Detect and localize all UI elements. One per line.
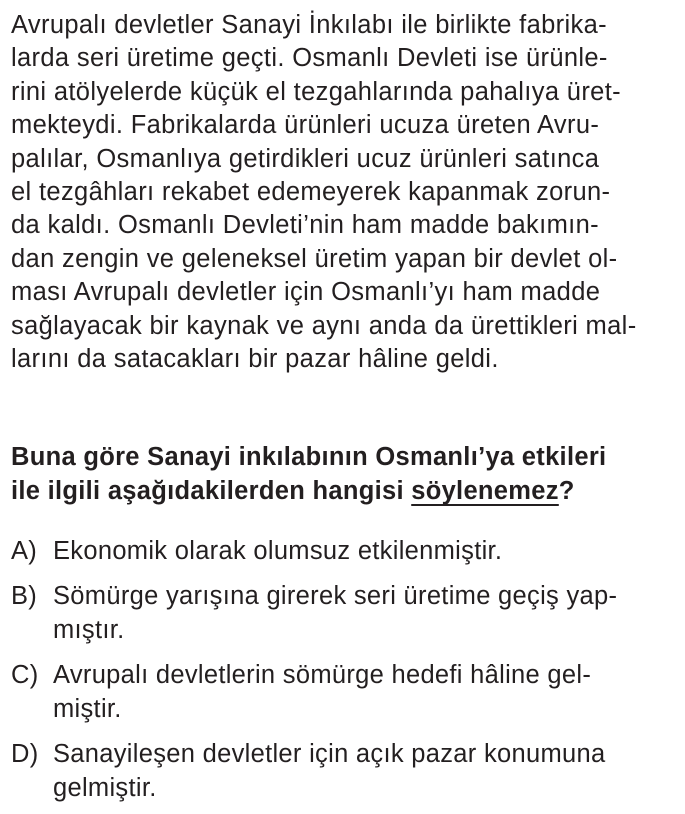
option-text: Sanayileşen devletler için açık pazar konumuna xyxy=(53,740,606,768)
option-text: Sömürge yarışına girerek seri üretime geçiş yap- xyxy=(53,582,618,610)
question-keyword: söylenemez xyxy=(411,477,559,505)
passage-line: el tezgâhları rekabet edemeyerek kapanmak zorun- xyxy=(11,177,611,206)
passage-line: dan zengin ve geleneksel üretim yapan bir devlet ol- xyxy=(11,244,618,273)
option-letter: D) xyxy=(11,740,39,768)
option-text-continued: miştir. xyxy=(53,695,122,723)
option-letter: B) xyxy=(11,582,38,610)
option-text: Ekonomik olarak olumsuz etkilenmiştir. xyxy=(53,537,503,565)
option-letter: A) xyxy=(11,537,38,565)
option-c[interactable] xyxy=(11,656,679,728)
option-b[interactable] xyxy=(11,577,679,649)
passage-line: da kaldı. Osmanlı Devleti’nin ham madde bakımın- xyxy=(11,211,599,240)
option-text-continued: gelmiştir. xyxy=(53,774,157,802)
option-text-continued: mıştır. xyxy=(53,616,125,644)
option-a[interactable] xyxy=(11,532,679,570)
option-text: Avrupalı devletlerin sömürge hedefi hâline gel- xyxy=(53,661,592,689)
question-mark: ? xyxy=(558,477,575,505)
passage-line: mekteydi. Fabrikalarda ürünleri ucuza üreten Avru- xyxy=(11,111,600,140)
question-line xyxy=(11,474,679,508)
option-letter: C) xyxy=(11,661,39,689)
option-d[interactable] xyxy=(11,735,679,807)
passage-line: larını da satacakları bir pazar hâline geldi. xyxy=(11,344,499,373)
question-stem xyxy=(11,440,679,508)
question-text: ile ilgili aşağıdakilerden hangisi xyxy=(11,477,412,505)
passage-line: rini atölyelerde küçük el tezgahlarında pahalıya üret- xyxy=(11,77,621,106)
passage-line: larda seri üretime geçti. Osmanlı Devleti ise ürünle- xyxy=(11,44,608,73)
question-line: Buna göre Sanayi inkılabının Osmanlı’ya etkileri xyxy=(11,443,607,471)
answer-options xyxy=(11,532,679,814)
passage xyxy=(11,9,679,376)
passage-line: ması Avrupalı devletler için Osmanlı’yı ham madde xyxy=(11,278,601,307)
passage-line: palılar, Osmanlıya getirdikleri ucuz ürünleri satınca xyxy=(11,144,600,173)
passage-line: sağlayacak bir kaynak ve aynı anda da ürettikleri mal- xyxy=(11,311,637,340)
passage-line: Avrupalı devletler Sanayi İnkılabı ile birlikte fabrika- xyxy=(11,11,607,39)
